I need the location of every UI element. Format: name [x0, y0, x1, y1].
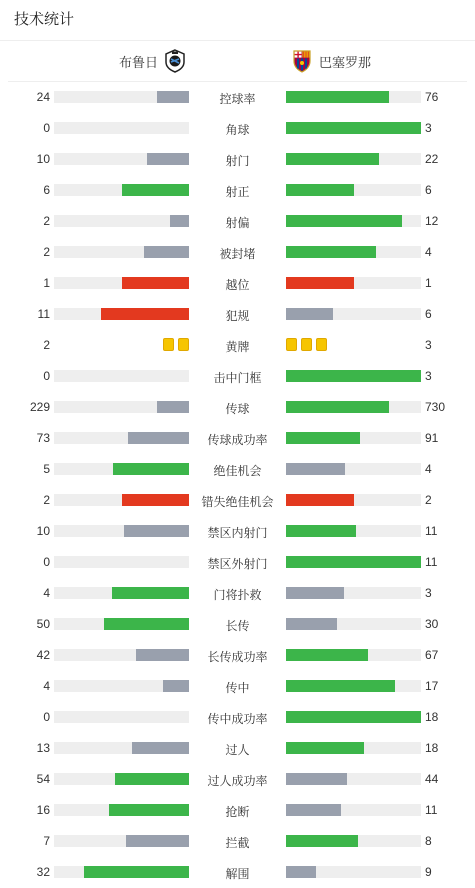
- stat-label: 传球: [225, 402, 250, 416]
- home-bar-track: [54, 804, 189, 816]
- home-bar-track: [54, 91, 189, 103]
- away-value: 67: [425, 648, 439, 662]
- home-value: 2: [43, 493, 50, 507]
- home-yellow-cards: [163, 338, 189, 351]
- home-bar-fill: [122, 494, 190, 506]
- away-bar-track: [286, 401, 421, 413]
- stat-row: [0, 423, 475, 454]
- away-bar-track: [286, 835, 421, 847]
- home-bar-fill: [136, 649, 189, 661]
- home-bar-fill: [144, 246, 189, 258]
- home-value: 32: [36, 865, 50, 879]
- home-bar-track: [54, 277, 189, 289]
- away-value: 8: [425, 834, 432, 848]
- stat-row: [0, 764, 475, 795]
- stat-label: 控球率: [219, 92, 256, 106]
- away-bar-track: [286, 308, 421, 320]
- stat-row: [0, 82, 475, 113]
- stat-row: [0, 237, 475, 268]
- home-bar-fill: [109, 804, 189, 816]
- stat-label: 射门: [225, 154, 250, 168]
- away-bar-fill: [286, 866, 316, 878]
- away-bar-track: [286, 246, 421, 258]
- away-value: 17: [425, 679, 439, 693]
- stat-row: [0, 516, 475, 547]
- away-yellow-cards: [286, 338, 327, 351]
- away-bar-fill: [286, 91, 389, 103]
- stat-row: [0, 454, 475, 485]
- away-bar-fill: [286, 277, 354, 289]
- stat-row: [0, 578, 475, 609]
- stat-label: 犯规: [225, 309, 250, 323]
- home-value: 2: [43, 338, 50, 352]
- away-bar-fill: [286, 463, 345, 475]
- away-bar-fill: [286, 308, 333, 320]
- home-bar-track: [54, 711, 189, 723]
- home-bar-fill: [163, 680, 189, 692]
- home-bar-fill: [132, 742, 189, 754]
- home-bar-track: [54, 866, 189, 878]
- away-bar-fill: [286, 773, 347, 785]
- stat-row: [0, 826, 475, 857]
- home-bar-track: [54, 401, 189, 413]
- away-bar-track: [286, 556, 421, 568]
- stat-label: 传中: [225, 681, 250, 695]
- home-value: 73: [36, 431, 50, 445]
- home-value: 16: [36, 803, 50, 817]
- home-bar-track: [54, 773, 189, 785]
- away-bar-fill: [286, 215, 402, 227]
- home-bar-track: [54, 587, 189, 599]
- home-bar-track: [54, 618, 189, 630]
- away-bar-fill: [286, 432, 360, 444]
- home-bar-fill: [104, 618, 189, 630]
- home-value: 1: [43, 276, 50, 290]
- away-bar-track: [286, 432, 421, 444]
- home-bar-fill: [128, 432, 189, 444]
- away-value: 6: [425, 183, 432, 197]
- away-bar-track: [286, 711, 421, 723]
- stats-list: [0, 82, 475, 888]
- home-bar-track: [54, 649, 189, 661]
- away-value: 11: [425, 555, 438, 569]
- home-bar-fill: [122, 277, 190, 289]
- home-value: 24: [36, 90, 50, 104]
- page-title: 技术统计: [0, 0, 475, 41]
- home-value: 42: [36, 648, 50, 662]
- away-value: 6: [425, 307, 432, 321]
- home-value: 2: [43, 245, 50, 259]
- home-bar-track: [54, 432, 189, 444]
- home-bar-track: [54, 742, 189, 754]
- away-bar-fill: [286, 401, 389, 413]
- home-value: 229: [29, 400, 50, 414]
- stat-label: 解围: [225, 867, 250, 881]
- stat-label: 传球成功率: [207, 433, 268, 447]
- home-value: 0: [43, 710, 50, 724]
- away-value: 1: [425, 276, 432, 290]
- home-value: 4: [43, 679, 50, 693]
- stat-row: [0, 361, 475, 392]
- away-bar-fill: [286, 246, 376, 258]
- club-brugge-crest-icon: [164, 49, 186, 73]
- away-bar-track: [286, 742, 421, 754]
- stat-row: [0, 330, 475, 361]
- home-value: 4: [43, 586, 50, 600]
- home-bar-track: [54, 556, 189, 568]
- stat-row: [0, 485, 475, 516]
- stat-label: 被封堵: [219, 247, 256, 261]
- away-bar-fill: [286, 618, 337, 630]
- away-bar-track: [286, 91, 421, 103]
- away-team-name: 巴塞罗那: [319, 54, 372, 70]
- stat-row: [0, 299, 475, 330]
- away-value: 91: [425, 431, 439, 445]
- home-bar-fill: [170, 215, 189, 227]
- away-value: 22: [425, 152, 439, 166]
- away-bar-track: [286, 525, 421, 537]
- home-value: 2: [43, 214, 50, 228]
- away-bar-fill: [286, 153, 379, 165]
- stat-label: 绝佳机会: [213, 464, 262, 478]
- home-bar-fill: [84, 866, 189, 878]
- home-bar-fill: [157, 401, 189, 413]
- away-bar-track: [286, 649, 421, 661]
- barcelona-crest-icon: [291, 49, 313, 73]
- away-bar-fill: [286, 680, 395, 692]
- away-value: 11: [425, 524, 438, 538]
- away-value: 44: [425, 772, 439, 786]
- away-bar-fill: [286, 494, 354, 506]
- stat-row: [0, 144, 475, 175]
- stat-label: 射偏: [225, 216, 250, 230]
- home-bar-track: [54, 308, 189, 320]
- away-bar-track: [286, 184, 421, 196]
- stat-label: 禁区内射门: [207, 526, 268, 540]
- away-value: 3: [425, 586, 432, 600]
- away-bar-track: [286, 494, 421, 506]
- teams-header: [8, 41, 467, 82]
- away-value: 3: [425, 338, 432, 352]
- away-bar-fill: [286, 835, 358, 847]
- home-value: 54: [36, 772, 50, 786]
- away-bar-fill: [286, 742, 364, 754]
- stat-row: [0, 392, 475, 423]
- away-bar-fill: [286, 122, 421, 134]
- home-bar-track: [54, 463, 189, 475]
- away-value: 4: [425, 462, 432, 476]
- home-value: 10: [36, 524, 50, 538]
- away-bar-fill: [286, 556, 421, 568]
- home-bar-track: [54, 153, 189, 165]
- stat-row: [0, 671, 475, 702]
- yellow-card-icon: [163, 338, 174, 351]
- yellow-card-icon: [286, 338, 297, 351]
- home-bar-track: [54, 184, 189, 196]
- away-bar-track: [286, 773, 421, 785]
- stat-label: 传中成功率: [207, 712, 268, 726]
- stat-row: [0, 733, 475, 764]
- home-bar-track: [54, 680, 189, 692]
- stat-row: [0, 175, 475, 206]
- stat-label: 长传成功率: [207, 650, 268, 664]
- home-bar-fill: [101, 308, 189, 320]
- stat-row: [0, 113, 475, 144]
- away-value: 18: [425, 741, 439, 755]
- stat-row: [0, 857, 475, 888]
- stat-label: 黄牌: [225, 340, 250, 354]
- home-team[interactable]: [119, 41, 186, 81]
- home-bar-fill: [122, 184, 190, 196]
- stat-row: [0, 206, 475, 237]
- away-value: 76: [425, 90, 439, 104]
- away-value: 4: [425, 245, 432, 259]
- away-value: 12: [425, 214, 439, 228]
- away-bar-track: [286, 463, 421, 475]
- away-value: 11: [425, 803, 438, 817]
- away-bar-track: [286, 587, 421, 599]
- home-value: 0: [43, 369, 50, 383]
- home-team-name: 布鲁日: [118, 54, 158, 70]
- home-bar-fill: [147, 153, 189, 165]
- away-bar-fill: [286, 370, 421, 382]
- stat-row: [0, 702, 475, 733]
- stat-label: 击中门框: [213, 371, 262, 385]
- away-value: 2: [425, 493, 432, 507]
- away-bar-track: [286, 215, 421, 227]
- home-value: 50: [36, 617, 50, 631]
- away-bar-fill: [286, 587, 344, 599]
- home-value: 0: [43, 555, 50, 569]
- away-value: 30: [425, 617, 439, 631]
- stat-label: 错失绝佳机会: [201, 495, 274, 509]
- home-bar-track: [54, 525, 189, 537]
- stat-label: 门将扑救: [213, 588, 262, 602]
- home-bar-track: [54, 835, 189, 847]
- home-bar-track: [54, 246, 189, 258]
- away-team[interactable]: [291, 41, 371, 81]
- home-bar-fill: [124, 525, 189, 537]
- home-value: 6: [43, 183, 50, 197]
- yellow-card-icon: [316, 338, 327, 351]
- home-value: 0: [43, 121, 50, 135]
- away-value: 3: [425, 121, 432, 135]
- away-value: 18: [425, 710, 439, 724]
- away-bar-track: [286, 122, 421, 134]
- away-bar-track: [286, 277, 421, 289]
- stat-row: [0, 640, 475, 671]
- stat-row: [0, 547, 475, 578]
- away-bar-track: [286, 618, 421, 630]
- home-bar-track: [54, 370, 189, 382]
- stat-label: 长传: [225, 619, 250, 633]
- away-value: 9: [425, 865, 432, 879]
- stat-label: 过人: [225, 743, 250, 757]
- stat-row: [0, 268, 475, 299]
- away-bar-fill: [286, 804, 341, 816]
- away-value: 3: [425, 369, 432, 383]
- stat-row: [0, 609, 475, 640]
- home-bar-fill: [112, 587, 189, 599]
- home-bar-track: [54, 215, 189, 227]
- away-bar-track: [286, 680, 421, 692]
- home-value: 10: [36, 152, 50, 166]
- away-bar-fill: [286, 649, 368, 661]
- yellow-card-icon: [178, 338, 189, 351]
- stat-label: 拦截: [225, 836, 250, 850]
- stat-label: 禁区外射门: [207, 557, 268, 571]
- stat-label: 过人成功率: [207, 774, 268, 788]
- away-bar-track: [286, 370, 421, 382]
- home-bar-fill: [126, 835, 189, 847]
- home-value: 13: [36, 741, 50, 755]
- home-value: 7: [43, 834, 50, 848]
- home-value: 11: [37, 307, 50, 321]
- yellow-card-icon: [301, 338, 312, 351]
- away-bar-track: [286, 804, 421, 816]
- away-bar-track: [286, 866, 421, 878]
- home-bar-track: [54, 494, 189, 506]
- stat-label: 抢断: [225, 805, 250, 819]
- stat-label: 角球: [225, 123, 250, 137]
- stat-row: [0, 795, 475, 826]
- away-value: 730: [425, 400, 446, 414]
- home-value: 5: [43, 462, 50, 476]
- home-bar-fill: [113, 463, 189, 475]
- away-bar-track: [286, 153, 421, 165]
- home-bar-track: [54, 122, 189, 134]
- home-bar-fill: [115, 773, 189, 785]
- stat-label: 射正: [225, 185, 250, 199]
- away-bar-fill: [286, 711, 421, 723]
- stat-label: 越位: [225, 278, 250, 292]
- home-bar-fill: [157, 91, 189, 103]
- away-bar-fill: [286, 184, 354, 196]
- away-bar-fill: [286, 525, 356, 537]
